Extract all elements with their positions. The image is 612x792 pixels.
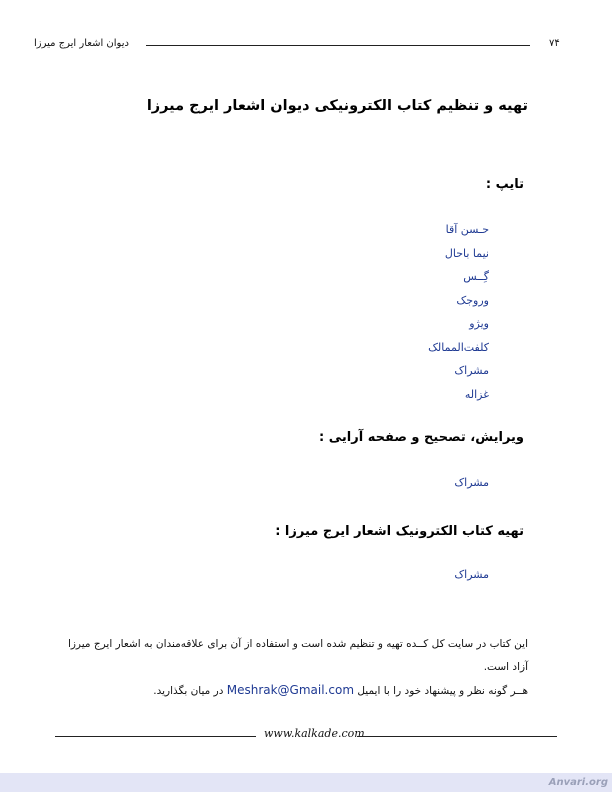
ebook-heading: تهیه کتاب الکترونیک اشعار ایرج میرزا :	[275, 524, 524, 539]
typist-name[interactable]: نیما باحال	[444, 246, 489, 260]
footer-rule-right	[357, 736, 557, 737]
watermark: Anvari.org	[548, 777, 608, 788]
note-line-3-end: در میان بگذارید.	[153, 685, 224, 697]
typist-name[interactable]: حـسن آقا	[445, 223, 489, 236]
typist-name[interactable]: کلفت‌الممالک	[428, 340, 489, 354]
bottom-strip	[0, 773, 612, 792]
running-title: دیوان اشعار ایرج میرزا	[34, 38, 129, 49]
page-number: ۷۴	[549, 38, 560, 49]
typist-name[interactable]: مشراک	[454, 364, 489, 377]
footer-rule-left	[55, 736, 256, 737]
email-link[interactable]: Meshrak@Gmail.com	[226, 683, 355, 697]
note-line-3	[153, 683, 528, 697]
typists-list	[428, 218, 489, 406]
editing-heading: ویرایش، تصحیح و صفحه آرایی :	[319, 430, 524, 445]
typist-name[interactable]: ویژو	[469, 317, 489, 330]
typist-name[interactable]: وروجک	[456, 293, 489, 307]
ebook-maker-name[interactable]: مشراک	[454, 568, 489, 581]
footer-site-link[interactable]: www.kalkade.com	[264, 727, 365, 740]
note-line-2: آزاد است.	[483, 661, 528, 673]
editor-name[interactable]: مشراک	[454, 476, 489, 489]
page-title: تهیه و تنظیم کتاب الکترونیکی دیوان اشعار ایرج میرزا	[146, 98, 528, 114]
typing-heading: تایپ :	[485, 177, 524, 192]
note-line-3-start: هــر گونه نظر و پیشنهاد خود را با ایمیل	[357, 685, 528, 697]
note-line-1: این کتاب در سایت کل کــده تهیه و تنظیم شده است و استفاده از آن برای علاقه‌مندان به اشعار ایرج میرزا	[67, 638, 528, 650]
typist-name[interactable]: غزاله	[464, 387, 489, 401]
header-rule	[146, 45, 530, 46]
typist-name[interactable]: گِــس	[463, 270, 489, 283]
